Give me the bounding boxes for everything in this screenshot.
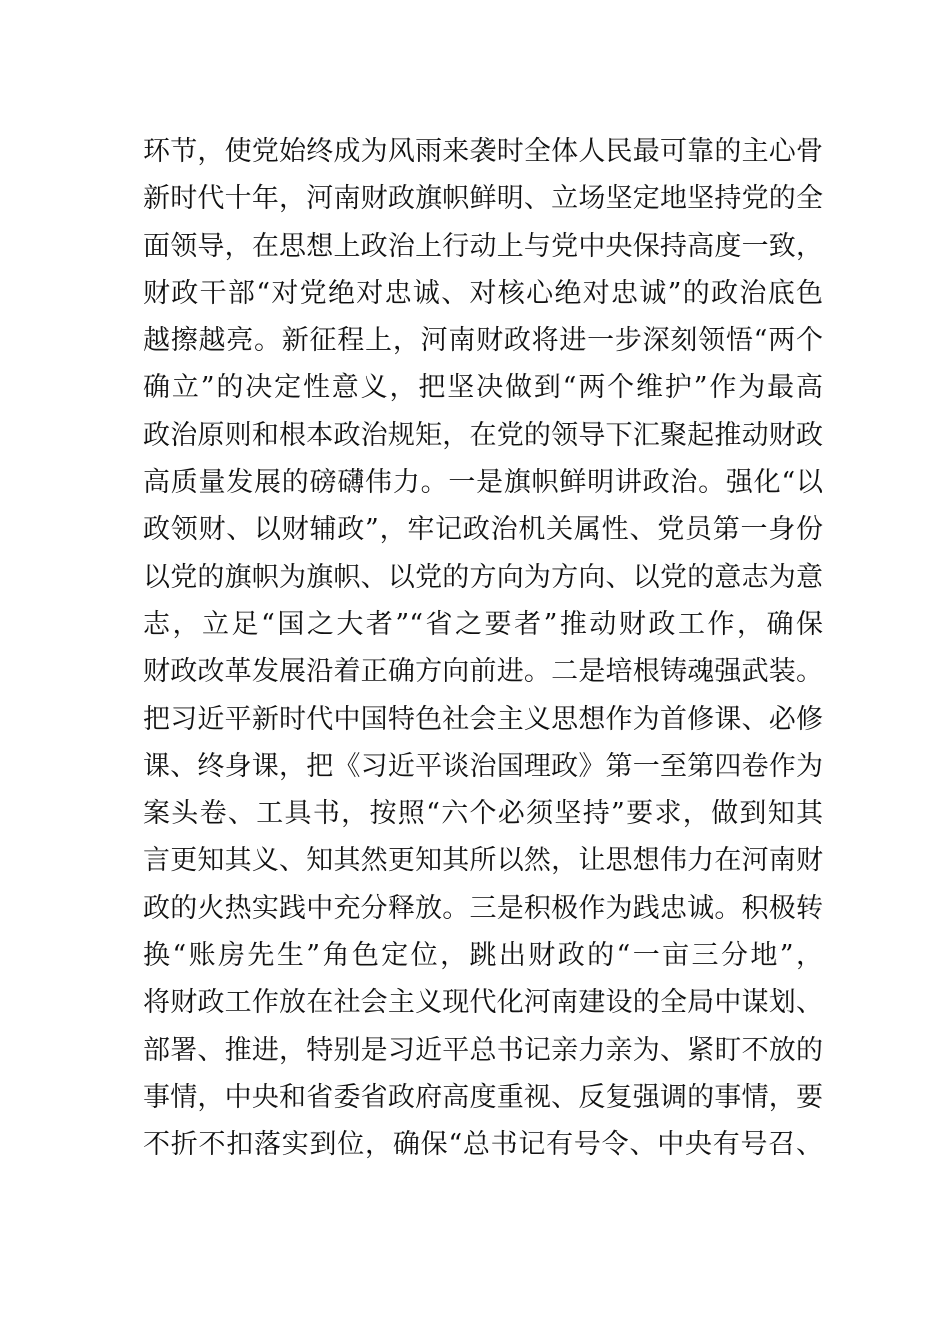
text-line: 高质量发展的磅礴伟力。一是旗帜鲜明讲政治。强化“以 bbox=[143, 467, 823, 499]
text-line: 将财政工作放在社会主义现代化河南建设的全局中谋划、 bbox=[143, 987, 823, 1019]
text-line: 确立”的决定性意义，把坚决做到“两个维护”作为最高 bbox=[143, 372, 823, 404]
text-line: 新时代十年，河南财政旗帜鲜明、立场坚定地坚持党的全 bbox=[143, 183, 823, 215]
text-line: 不折不扣落实到位，确保“总书记有号令、中央有号召、 bbox=[143, 1129, 823, 1161]
text-line: 课、终身课，把《习近平谈治国理政》第一至第四卷作为 bbox=[143, 750, 823, 782]
text-line: 案头卷、工具书，按照“六个必须坚持”要求，做到知其 bbox=[143, 798, 823, 830]
text-line: 志，立足“国之大者”“省之要者”推动财政工作，确保 bbox=[143, 608, 823, 640]
text-line: 把习近平新时代中国特色社会主义思想作为首修课、必修 bbox=[143, 703, 823, 735]
text-line: 环节，使党始终成为风雨来袭时全体人民最可靠的主心骨 bbox=[143, 136, 823, 167]
text-line: 面领导，在思想上政治上行动上与党中央保持高度一致， bbox=[143, 230, 823, 262]
text-line: 换“账房先生”角色定位，跳出财政的“一亩三分地”， bbox=[143, 940, 823, 972]
text-line: 事情，中央和省委省政府高度重视、反复强调的事情，要 bbox=[143, 1081, 823, 1113]
text-line: 越擦越亮。新征程上，河南财政将进一步深刻领悟“两个 bbox=[143, 325, 823, 357]
body-text bbox=[143, 128, 823, 1169]
text-line: 财政改革发展沿着正确方向前进。二是培根铸魂强武装。 bbox=[143, 656, 823, 688]
text-line: 言更知其义、知其然更知其所以然，让思想伟力在河南财 bbox=[143, 845, 823, 877]
text-line: 政治原则和根本政治规矩，在党的领导下汇聚起推动财政 bbox=[143, 419, 823, 451]
text-line: 政的火热实践中充分释放。三是积极作为践忠诚。积极转 bbox=[143, 892, 823, 924]
text-line: 以党的旗帜为旗帜、以党的方向为方向、以党的意志为意 bbox=[143, 561, 823, 593]
text-line: 财政干部“对党绝对忠诚、对核心绝对忠诚”的政治底色 bbox=[143, 277, 823, 309]
text-line: 政领财、以财辅政”，牢记政治机关属性、党员第一身份 bbox=[143, 514, 823, 546]
text-line: 部署、推进，特别是习近平总书记亲力亲为、紧盯不放的 bbox=[143, 1034, 823, 1066]
